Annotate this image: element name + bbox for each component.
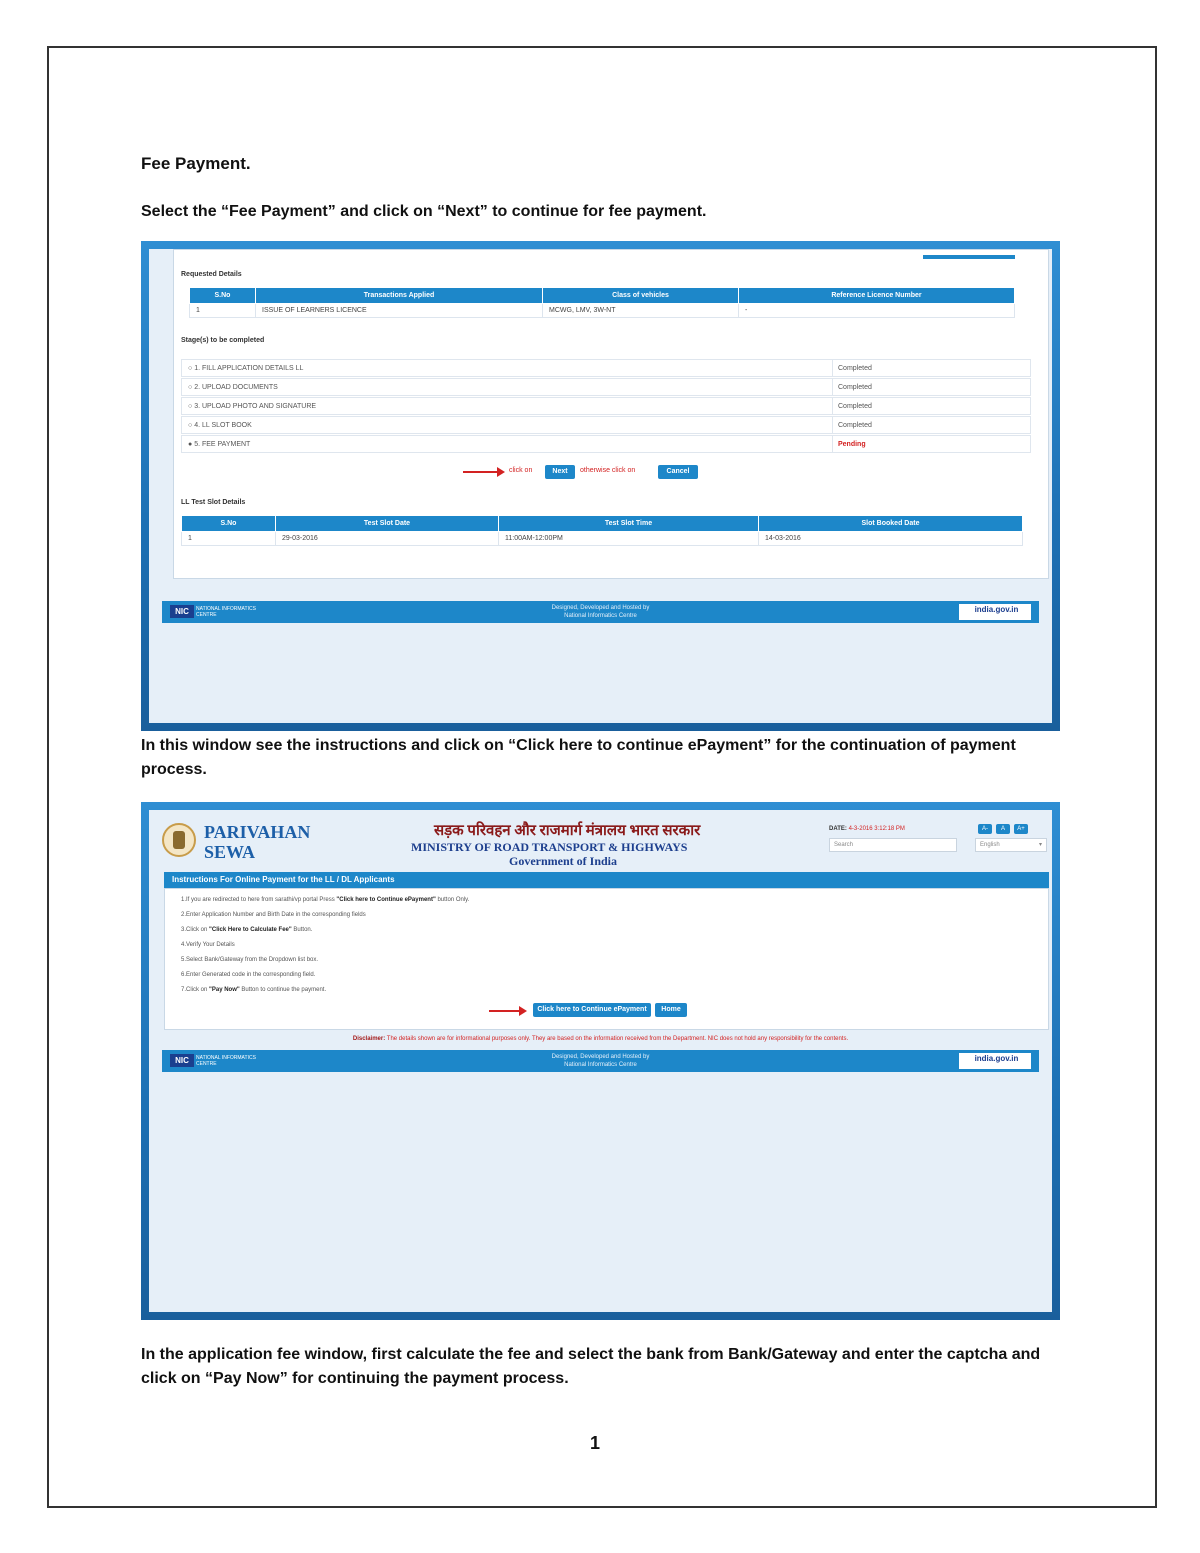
language-select[interactable]: English ▾	[975, 838, 1047, 852]
table-cell: 1	[182, 532, 276, 546]
table-cell: 11:00AM-12:00PM	[499, 532, 759, 546]
nic-logo: NIC	[170, 1054, 194, 1067]
stage-label: ● 5. FEE PAYMENT	[188, 441, 251, 448]
emblem-icon	[162, 823, 196, 857]
stage-status: Completed	[838, 403, 872, 410]
stage-row-selected[interactable]	[181, 435, 1031, 453]
slot-details-label: LL Test Slot Details	[181, 499, 246, 506]
screenshot-body	[149, 249, 1052, 723]
slot-details-table	[181, 515, 1023, 546]
instruction-item: 6.Enter Generated code in the corresponding field.	[181, 972, 316, 978]
stages-label: Stage(s) to be completed	[181, 337, 265, 344]
instruction-item: 5.Select Bank/Gateway from the Dropdown list box.	[181, 957, 319, 963]
stage-status: Completed	[838, 422, 872, 429]
continue-epayment-button[interactable]: Click here to Continue ePayment	[533, 1003, 651, 1017]
col-header: S.No	[190, 288, 256, 304]
font-decrease-button[interactable]: A-	[978, 824, 992, 834]
click-on-text: click on	[509, 467, 533, 474]
screenshot-fee-payment-stages	[141, 241, 1060, 731]
instruction-item: 7.Click on "Pay Now" Button to continue the payment.	[181, 987, 327, 993]
footer-credit-2: National Informatics Centre	[564, 613, 637, 619]
instruction-paragraph-3: In the application fee window, first calculate the fee and select the bank from Bank/Gateway and enter the captcha and click on “Pay Now” for continuing the payment process.	[141, 1346, 1041, 1387]
india-gov-logo[interactable]: india.gov.in	[959, 1053, 1031, 1069]
instructions-panel	[164, 888, 1049, 1030]
stage-row[interactable]	[181, 359, 1031, 377]
red-arrow-icon	[489, 1010, 521, 1012]
col-header: Reference Licence Number	[739, 288, 1015, 304]
table-row	[190, 304, 1015, 318]
page-number: 1	[590, 1433, 601, 1453]
col-header: Transactions Applied	[256, 288, 543, 304]
cancel-button[interactable]: Cancel	[658, 465, 698, 479]
stage-status: Completed	[838, 365, 872, 372]
red-arrow-icon	[463, 471, 499, 473]
stage-label: ○ 3. UPLOAD PHOTO AND SIGNATURE	[188, 403, 317, 410]
section-heading: Fee Payment.	[141, 154, 251, 173]
government-label: Government of India	[509, 854, 617, 868]
ministry-english: MINISTRY OF ROAD TRANSPORT & HIGHWAYS	[411, 840, 688, 854]
next-button[interactable]: Next	[545, 465, 575, 479]
stage-label: ○ 2. UPLOAD DOCUMENTS	[188, 384, 278, 391]
font-increase-button[interactable]: A+	[1014, 824, 1028, 834]
table-cell: 14-03-2016	[759, 532, 1023, 546]
disclaimer: Disclaimer: The details shown are for informational purposes only. They are based on the information received from the Department. NIC does not hold any responsibility for the contents.	[352, 1036, 849, 1042]
home-button[interactable]: Home	[655, 1003, 687, 1017]
table-cell: ISSUE OF LEARNERS LICENCE	[256, 304, 543, 318]
col-header: S.No	[182, 516, 276, 532]
col-header: Class of vehicles	[543, 288, 739, 304]
stage-status: Pending	[838, 441, 866, 448]
instruction-item: 3.Click on "Click Here to Calculate Fee" Button.	[181, 927, 313, 933]
brand-logo: PARIVAHAN SEWA	[204, 822, 311, 862]
instruction-item: 1.If you are redirected to here from sarathi/vp portal Press "Click here to Continue ePayment" button Only.	[181, 897, 470, 903]
table-row	[182, 532, 1023, 546]
stage-row[interactable]	[181, 397, 1031, 415]
font-normal-button[interactable]: A	[996, 824, 1010, 834]
col-header: Test Slot Time	[499, 516, 759, 532]
search-input[interactable]: Search	[829, 838, 957, 852]
top-bar-accent	[923, 255, 1015, 259]
stage-row[interactable]	[181, 378, 1031, 396]
col-header: Slot Booked Date	[759, 516, 1023, 532]
stage-label: ○ 1. FILL APPLICATION DETAILS LL	[188, 365, 304, 372]
ministry-hindi: सड़क परिवहन और राजमार्ग मंत्रालय भारत सरकार	[434, 823, 701, 839]
screenshot-body	[149, 810, 1052, 1312]
stage-row[interactable]	[181, 416, 1031, 434]
india-gov-logo[interactable]: india.gov.in	[959, 604, 1031, 620]
date-display: DATE: 4-3-2016 3:12:18 PM	[829, 826, 905, 832]
site-footer	[162, 1050, 1039, 1072]
footer-credit-1: Designed, Developed and Hosted by	[551, 605, 650, 611]
instruction-paragraph-2: In this window see the instructions and click on “Click here to continue ePayment” for the continuation of payment process.	[141, 737, 1016, 778]
otherwise-text: otherwise click on	[580, 467, 636, 474]
nic-logo: NIC	[170, 605, 194, 618]
col-header: Test Slot Date	[276, 516, 499, 532]
requested-details-label: Requested Details	[181, 271, 242, 278]
instruction-item: 4.Verify Your Details	[181, 942, 235, 948]
nic-name: NATIONAL INFORMATICS CENTRE	[196, 606, 256, 618]
table-cell: 29-03-2016	[276, 532, 499, 546]
requested-details-table	[189, 287, 1015, 318]
screenshot-epayment-instructions	[141, 802, 1060, 1320]
table-cell: MCWG, LMV, 3W-NT	[543, 304, 739, 318]
nic-name: NATIONAL INFORMATICS CENTRE	[196, 1055, 256, 1067]
site-footer	[162, 601, 1039, 623]
table-cell: 1	[190, 304, 256, 318]
footer-credit-2: National Informatics Centre	[564, 1062, 637, 1068]
table-cell: -	[739, 304, 1015, 318]
stage-label: ○ 4. LL SLOT BOOK	[188, 422, 252, 429]
instructions-title: Instructions For Online Payment for the LL / DL Applicants	[164, 872, 1049, 888]
instruction-item: 2.Enter Application Number and Birth Date in the corresponding fields	[181, 912, 366, 918]
instruction-paragraph-1: Select the “Fee Payment” and click on “Next” to continue for fee payment.	[141, 203, 707, 220]
stage-status: Completed	[838, 384, 872, 391]
footer-credit-1: Designed, Developed and Hosted by	[551, 1054, 650, 1060]
